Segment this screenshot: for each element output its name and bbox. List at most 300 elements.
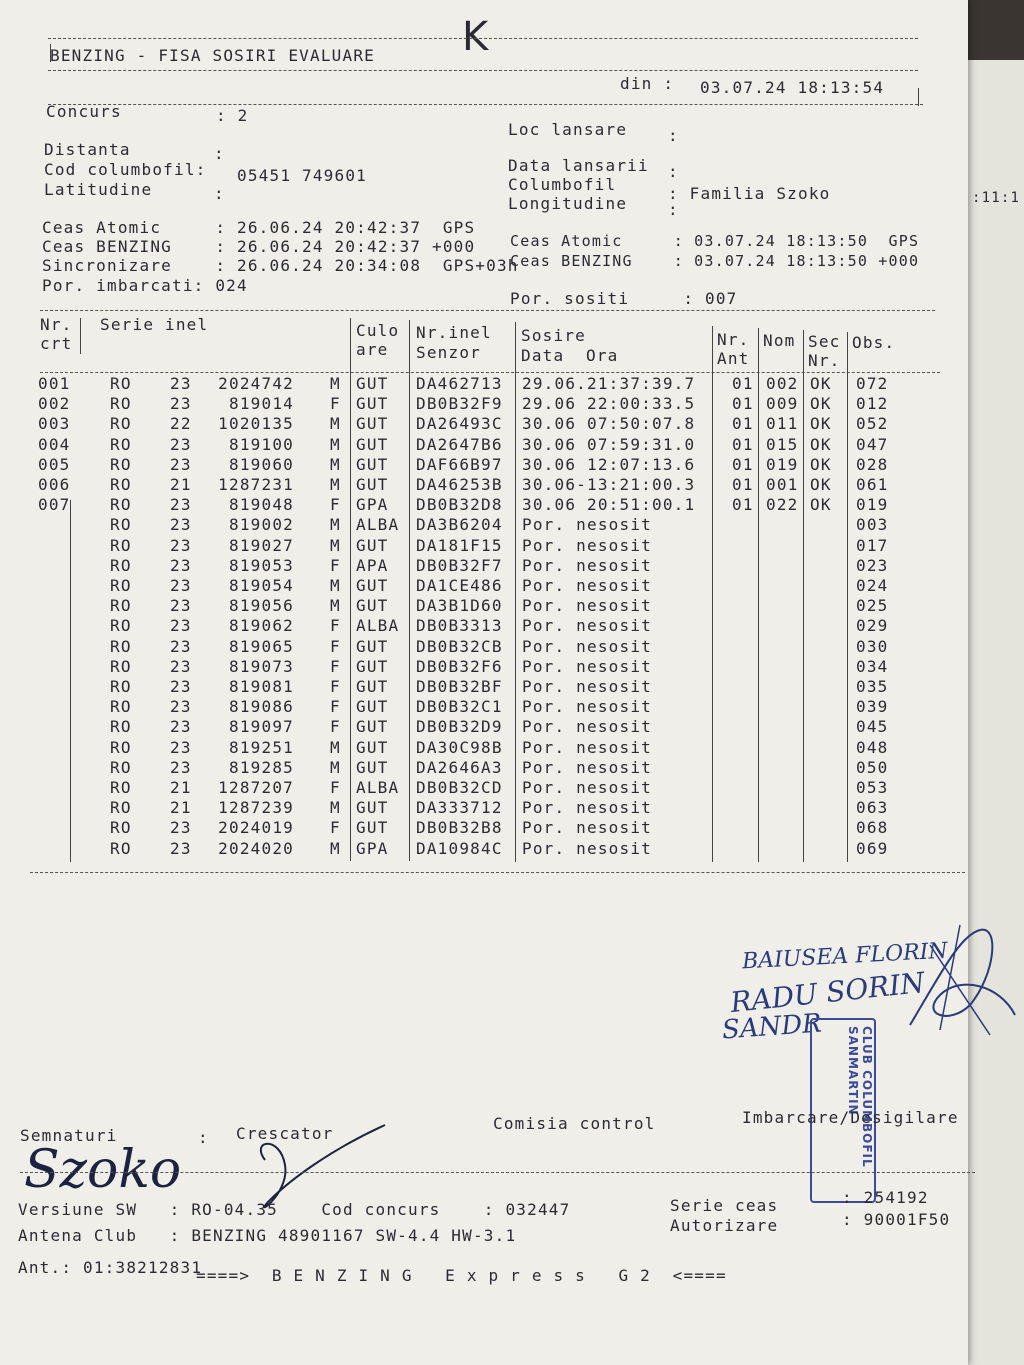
signature-scribble — [900, 915, 1020, 1045]
cell-sex: M — [330, 838, 341, 858]
table-row — [0, 839, 940, 859]
cell-sosire: 30.06 12:07:13.6 — [522, 454, 696, 474]
background-sheet — [968, 60, 1024, 1365]
cell-tara: RO — [110, 798, 132, 818]
col-nr-crt-1: Nr. — [40, 315, 73, 334]
cell-an: 22 — [170, 414, 192, 434]
serie-ceas-value: : 254192 — [842, 1188, 929, 1207]
cell-cul: GUT — [356, 717, 389, 737]
cell-crt: 001 — [38, 374, 71, 393]
cell-obs: 053 — [856, 778, 889, 797]
cell-sosire: 30.06 07:50:07.8 — [522, 414, 696, 434]
cell-sex: F — [330, 717, 341, 737]
cell-obs: 030 — [856, 636, 889, 656]
cell-tara: RO — [110, 737, 132, 757]
col-nr-crt-2: crt — [40, 334, 73, 353]
cell-senzor: DB0B32D8 — [416, 495, 503, 515]
cell-nr: 819097 — [229, 717, 294, 737]
cell-sex: M — [330, 454, 341, 474]
cell-tara: RO — [110, 778, 132, 797]
cell-obs: 045 — [856, 717, 889, 737]
cell-sex: M — [330, 737, 341, 757]
cell-sosire: 29.06 22:00:33.5 — [522, 394, 696, 414]
cell-senzor: DB0B32CD — [416, 778, 503, 797]
cell-an: 23 — [170, 596, 192, 616]
comisia-label: Comisia control — [493, 1114, 656, 1133]
din-value: 03.07.24 18:13:54 — [700, 78, 885, 97]
cell-sosire: Por. nesosit — [522, 555, 652, 575]
longitudine-value: : — [668, 200, 679, 219]
latitudine-label: Latitudine — [44, 180, 153, 199]
cell-obs: 061 — [856, 475, 889, 494]
cell-ant: 01 — [732, 454, 754, 474]
semnaturi-colon: : — [198, 1128, 209, 1147]
cell-sosire: Por. nesosit — [522, 737, 652, 757]
cell-sec: OK — [810, 434, 832, 454]
cell-an: 23 — [170, 717, 192, 737]
cell-sex: F — [330, 677, 341, 696]
col-culoare-1: Culo — [356, 321, 400, 340]
cell-cul: GUT — [356, 576, 389, 595]
cell-tara: RO — [110, 636, 132, 656]
cell-sex: F — [330, 818, 341, 838]
cell-sex: F — [330, 616, 341, 636]
cell-sex: M — [330, 535, 341, 555]
table-row — [0, 435, 940, 455]
cell-cul: ALBA — [356, 515, 400, 535]
cell-obs: 003 — [856, 515, 889, 535]
cell-tara: RO — [110, 656, 132, 676]
cell-tara: RO — [110, 374, 132, 393]
cell-nr: 819014 — [229, 394, 294, 414]
cell-sex: F — [330, 697, 341, 717]
cell-nr: 819048 — [229, 495, 294, 515]
cell-obs: 069 — [856, 838, 889, 858]
ceas-atomic-lansare: Ceas Atomic : 26.06.24 20:42:37 GPS — [42, 218, 476, 237]
table-row — [0, 818, 940, 838]
data-lansarii-label: Data lansarii — [508, 156, 649, 175]
imbarcare-label: Imbarcare/Desigilare — [742, 1108, 959, 1127]
cell-cul: GUT — [356, 737, 389, 757]
cell-tara: RO — [110, 677, 132, 696]
table-bottom-line — [30, 872, 965, 873]
cell-senzor: DA30C98B — [416, 737, 503, 757]
cell-sex: F — [330, 636, 341, 656]
cell-tara: RO — [110, 757, 132, 777]
cell-nr: 819086 — [229, 697, 294, 717]
cell-obs: 024 — [856, 576, 889, 595]
title-bar — [50, 44, 51, 62]
cell-tara: RO — [110, 818, 132, 838]
cell-cul: GUT — [356, 596, 389, 616]
data-lansarii-value: : — [668, 162, 679, 181]
cell-cul: GUT — [356, 757, 389, 777]
cell-ant: 01 — [732, 434, 754, 454]
cell-an: 21 — [170, 778, 192, 797]
cell-cul: ALBA — [356, 778, 400, 797]
cell-senzor: DA2647B6 — [416, 434, 503, 454]
columbofil-value: : Familia Szoko — [668, 184, 831, 203]
cell-sosire: Por. nesosit — [522, 697, 652, 717]
cell-cul: GUT — [356, 394, 389, 414]
cell-sosire: Por. nesosit — [522, 757, 652, 777]
cell-nr: 2024020 — [218, 838, 294, 858]
cell-nr: 819251 — [229, 737, 294, 757]
cell-obs: 072 — [856, 374, 889, 393]
distanta-label: Distanta — [44, 140, 131, 159]
cell-nr: 819285 — [229, 757, 294, 777]
cell-nom: 015 — [766, 434, 799, 454]
table-row — [0, 616, 940, 636]
cell-cul: GPA — [356, 838, 389, 858]
cell-sosire: Por. nesosit — [522, 616, 652, 636]
cell-obs: 050 — [856, 757, 889, 777]
cell-sec: OK — [810, 414, 832, 434]
table-row — [0, 657, 940, 677]
antena-line: Antena Club : BENZING 48901167 SW-4.4 HW-3.1 — [18, 1226, 517, 1245]
cell-nr: 819002 — [229, 515, 294, 535]
cell-crt: 006 — [38, 475, 71, 494]
cell-an: 23 — [170, 677, 192, 696]
cell-nom: 022 — [766, 495, 799, 515]
cell-sex: M — [330, 414, 341, 434]
concurs-label: Concurs — [46, 102, 122, 121]
cell-cul: GUT — [356, 475, 389, 494]
cell-senzor: DA1CE486 — [416, 576, 503, 595]
signature-sandr: SANDR — [721, 1008, 823, 1046]
cell-nr: 2024742 — [218, 374, 294, 393]
cell-sosire: Por. nesosit — [522, 596, 652, 616]
cell-obs: 063 — [856, 798, 889, 818]
cell-senzor: DB0B32B8 — [416, 818, 503, 838]
cell-sosire: Por. nesosit — [522, 535, 652, 555]
cell-obs: 029 — [856, 616, 889, 636]
cell-senzor: DB0B32C1 — [416, 697, 503, 717]
cell-sosire: Por. nesosit — [522, 818, 652, 838]
footer-dashed-line — [20, 1172, 975, 1173]
cell-an: 23 — [170, 838, 192, 858]
cell-sosire: 29.06.21:37:39.7 — [522, 374, 696, 393]
cell-senzor: DAF66B97 — [416, 454, 503, 474]
cell-sosire: Por. nesosit — [522, 717, 652, 737]
cell-senzor: DA3B6204 — [416, 515, 503, 535]
cell-nom: 009 — [766, 394, 799, 414]
cell-an: 23 — [170, 818, 192, 838]
col-sec-2: Nr. — [808, 351, 841, 370]
cell-tara: RO — [110, 434, 132, 454]
cell-obs: 012 — [856, 394, 889, 414]
latitudine-value: : — [214, 184, 225, 203]
cell-senzor: DA26493C — [416, 414, 503, 434]
szoko-signature: Szoko — [24, 1140, 182, 1200]
cell-obs: 025 — [856, 596, 889, 616]
col-sosire-2: Data Ora — [521, 346, 619, 365]
ant-line: Ant.: 01:38212831 — [18, 1258, 203, 1277]
col-serie-inel: Serie inel — [100, 315, 209, 334]
cell-sec: OK — [810, 374, 832, 393]
cell-nom: 001 — [766, 475, 799, 494]
cell-obs: 048 — [856, 737, 889, 757]
cell-crt: 002 — [38, 394, 71, 414]
cell-nr: 819100 — [229, 434, 294, 454]
cell-sex: M — [330, 374, 341, 393]
cell-nr: 819073 — [229, 656, 294, 676]
cell-cul: APA — [356, 555, 389, 575]
cell-nr: 819053 — [229, 555, 294, 575]
cell-obs: 047 — [856, 434, 889, 454]
cell-senzor: DB0B32BF — [416, 677, 503, 696]
cell-senzor: DA462713 — [416, 374, 503, 393]
table-row — [0, 758, 940, 778]
cell-nr: 819081 — [229, 677, 294, 696]
col-obs: Obs. — [852, 333, 896, 352]
table-row — [0, 455, 940, 475]
table-row — [0, 374, 940, 394]
cell-tara: RO — [110, 475, 132, 494]
col-culoare-2: are — [356, 340, 389, 359]
cell-an: 23 — [170, 636, 192, 656]
cell-nr: 819027 — [229, 535, 294, 555]
col-sec-1: Sec — [808, 332, 841, 351]
cell-sec: OK — [810, 495, 832, 515]
cell-cul: GUT — [356, 656, 389, 676]
cell-obs: 068 — [856, 818, 889, 838]
cell-sosire: Por. nesosit — [522, 656, 652, 676]
cell-sosire: Por. nesosit — [522, 798, 652, 818]
table-row — [0, 536, 940, 556]
col-sosire-1: Sosire — [521, 326, 586, 345]
din-label: din : — [620, 74, 675, 93]
cell-cul: GUT — [356, 434, 389, 454]
cell-cul: GUT — [356, 374, 389, 393]
table-row — [0, 576, 940, 596]
table-top-line — [40, 310, 935, 311]
cell-obs: 052 — [856, 414, 889, 434]
cell-obs: 028 — [856, 454, 889, 474]
cell-obs: 035 — [856, 677, 889, 696]
cell-sosire: Por. nesosit — [522, 838, 652, 858]
cell-sex: F — [330, 778, 341, 797]
cell-sosire: 30.06 07:59:31.0 — [522, 434, 696, 454]
cell-senzor: DB0B3313 — [416, 616, 503, 636]
cell-tara: RO — [110, 555, 132, 575]
cell-tara: RO — [110, 414, 132, 434]
distanta-value: : — [214, 144, 225, 163]
cell-tara: RO — [110, 515, 132, 535]
cell-nr: 819062 — [229, 616, 294, 636]
cell-an: 23 — [170, 394, 192, 414]
table-row — [0, 637, 940, 657]
header-divider-crt — [80, 318, 81, 354]
cell-an: 23 — [170, 656, 192, 676]
cell-senzor: DA2646A3 — [416, 757, 503, 777]
cell-an: 23 — [170, 374, 192, 393]
cell-nr: 819065 — [229, 636, 294, 656]
cell-obs: 023 — [856, 555, 889, 575]
table-row — [0, 697, 940, 717]
cell-sex: F — [330, 495, 341, 515]
cell-an: 23 — [170, 434, 192, 454]
cell-an: 21 — [170, 798, 192, 818]
handwritten-mark: K — [462, 14, 489, 60]
cell-tara: RO — [110, 717, 132, 737]
cell-senzor: DA10984C — [416, 838, 503, 858]
table-row — [0, 596, 940, 616]
cell-cul: GUT — [356, 414, 389, 434]
cell-tara: RO — [110, 454, 132, 474]
serie-ceas-label: Serie ceas — [670, 1196, 779, 1215]
por-imbarcati: Por. imbarcati: 024 — [42, 276, 248, 295]
cell-an: 23 — [170, 757, 192, 777]
cell-ant: 01 — [732, 394, 754, 414]
table-row — [0, 738, 940, 758]
cell-senzor: DB0B32F7 — [416, 555, 503, 575]
cell-cul: GPA — [356, 495, 389, 515]
cell-an: 23 — [170, 535, 192, 555]
cell-nom: 002 — [766, 374, 799, 393]
cell-an: 21 — [170, 475, 192, 494]
cell-nom: 019 — [766, 454, 799, 474]
cell-senzor: DA181F15 — [416, 535, 503, 555]
ceas-atomic-sosire: Ceas Atomic : 03.07.24 18:13:50 GPS — [510, 232, 920, 250]
cell-senzor: DA46253B — [416, 475, 503, 494]
cell-ant: 01 — [732, 495, 754, 515]
semnaturi-label: Semnaturi — [20, 1126, 118, 1145]
longitudine-label: Longitudine — [508, 194, 628, 213]
loc-lansare-value: : — [668, 126, 679, 145]
table-row — [0, 798, 940, 818]
cell-an: 23 — [170, 515, 192, 535]
table-row — [0, 495, 940, 515]
page-title: BENZING - FISA SOSIRI EVALUARE — [50, 46, 375, 65]
signature-baiusea: BAIUSEA FLORIN — [741, 938, 949, 975]
cell-sex: M — [330, 757, 341, 777]
cell-nr: 819056 — [229, 596, 294, 616]
cell-crt: 005 — [38, 454, 71, 474]
cell-senzor: DB0B32CB — [416, 636, 503, 656]
cell-cul: GUT — [356, 454, 389, 474]
cell-tara: RO — [110, 535, 132, 555]
cell-sosire: Por. nesosit — [522, 636, 652, 656]
cell-tara: RO — [110, 596, 132, 616]
cell-nr: 1287239 — [218, 798, 294, 818]
cell-an: 23 — [170, 576, 192, 595]
cell-cul: GUT — [356, 636, 389, 656]
columbofil-label: Columbofil — [508, 175, 617, 194]
por-sositi: Por. sositi : 007 — [510, 289, 738, 308]
cell-senzor: DB0B32F6 — [416, 656, 503, 676]
cell-cul: GUT — [356, 697, 389, 717]
cell-sex: M — [330, 798, 341, 818]
table-row — [0, 475, 940, 495]
autorizare-value: : 90001F50 — [842, 1210, 951, 1229]
cell-crt: 003 — [38, 414, 71, 434]
cell-cul: GUT — [356, 535, 389, 555]
cell-nom: 011 — [766, 414, 799, 434]
cell-an: 23 — [170, 454, 192, 474]
cell-cul: GUT — [356, 677, 389, 696]
cell-cul: GUT — [356, 798, 389, 818]
versiune-line: Versiune SW : RO-04.35 Cod concurs : 032447 — [18, 1200, 571, 1219]
cell-an: 23 — [170, 616, 192, 636]
cell-crt: 007 — [38, 495, 71, 515]
cell-nr: 1287207 — [218, 778, 294, 797]
cell-sex: M — [330, 475, 341, 494]
cell-senzor: DB0B32F9 — [416, 394, 503, 414]
cell-tara: RO — [110, 576, 132, 595]
cell-sosire: 30.06 20:51:00.1 — [522, 495, 696, 515]
cell-sex: F — [330, 656, 341, 676]
cell-tara: RO — [110, 495, 132, 515]
cell-cul: GUT — [356, 818, 389, 838]
table-row — [0, 515, 940, 535]
cell-obs: 039 — [856, 697, 889, 717]
cell-nr: 1020135 — [218, 414, 294, 434]
top-dashed-line — [48, 38, 918, 39]
cell-sosire: Por. nesosit — [522, 677, 652, 696]
cell-sex: F — [330, 555, 341, 575]
cell-sosire: Por. nesosit — [522, 515, 652, 535]
cell-obs: 019 — [856, 495, 889, 515]
cell-sex: M — [330, 596, 341, 616]
cell-sosire: Por. nesosit — [522, 576, 652, 595]
cell-obs: 017 — [856, 535, 889, 555]
table-row — [0, 778, 940, 798]
cell-nr: 1287231 — [218, 475, 294, 494]
cell-crt: 004 — [38, 434, 71, 454]
edge-time-fragment: :11:1 — [972, 190, 1021, 206]
header-dashed-line-2 — [48, 104, 923, 105]
benzing-express-line: ====> B E N Z I N G E x p r e s s G 2 <==== — [196, 1266, 727, 1285]
loc-lansare-label: Loc lansare — [508, 120, 628, 139]
table-row — [0, 717, 940, 737]
col-nr-ant-2: Ant — [717, 349, 750, 368]
header-dashed-line-1 — [48, 70, 918, 71]
cell-nr: 2024019 — [218, 818, 294, 838]
crescator-label: Crescator — [236, 1124, 334, 1143]
cell-ant: 01 — [732, 475, 754, 494]
cell-tara: RO — [110, 394, 132, 414]
table-row — [0, 414, 940, 434]
table-row — [0, 394, 940, 414]
cell-sosire: Por. nesosit — [522, 778, 652, 797]
cell-tara: RO — [110, 616, 132, 636]
cell-an: 23 — [170, 697, 192, 717]
signature-radu-sorin: RADU SORIN — [728, 965, 927, 1020]
ceas-benzing-lansare: Ceas BENZING : 26.06.24 20:42:37 +000 — [42, 237, 476, 256]
col-nr-inel-2: Senzor — [416, 343, 481, 362]
table-row — [0, 556, 940, 576]
cell-sec: OK — [810, 454, 832, 474]
table-header-line — [40, 372, 940, 373]
cell-an: 23 — [170, 495, 192, 515]
cod-columbofil-label: Cod columbofil: — [44, 160, 207, 179]
cell-an: 23 — [170, 555, 192, 575]
cell-tara: RO — [110, 838, 132, 858]
sincronizare: Sincronizare : 26.06.24 20:34:08 GPS+03h — [42, 256, 519, 275]
club-stamp: CLUB COLUMBOFIL SANMARTIN — [810, 1018, 876, 1203]
concurs-value: : 2 — [216, 106, 249, 125]
table-row — [0, 677, 940, 697]
ceas-benzing-sosire: Ceas BENZING : 03.07.24 18:13:50 +000 — [510, 252, 920, 270]
cell-sex: M — [330, 515, 341, 535]
cell-an: 23 — [170, 737, 192, 757]
autorizare-label: Autorizare — [670, 1216, 779, 1235]
cell-senzor: DA333712 — [416, 798, 503, 818]
cell-sosire: 30.06-13:21:00.3 — [522, 475, 696, 494]
col-nr-inel-1: Nr.inel — [416, 323, 492, 342]
cell-tara: RO — [110, 697, 132, 717]
